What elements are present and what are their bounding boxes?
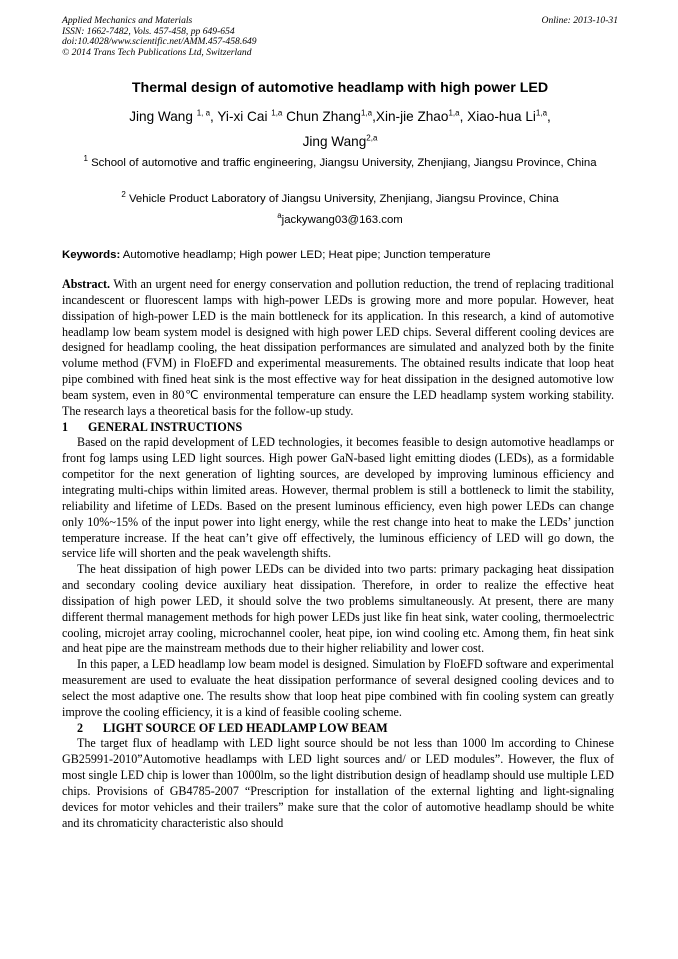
- journal-copyright: © 2014 Trans Tech Publications Ltd, Switzerland: [62, 46, 252, 58]
- section-number: 2: [77, 720, 84, 735]
- paper-body: [62, 277, 614, 832]
- journal-header: [62, 16, 618, 58]
- author-name: Chun Zhang: [286, 109, 361, 124]
- section-number: 1: [62, 419, 69, 434]
- section-title: GENERAL INSTRUCTIONS: [88, 419, 243, 434]
- paragraph: The target flux of headlamp with LED light source should be not less than 1000 lm according to Chinese GB25991-2010”Automotive headlamps with LED light sources and/ or LED modules”. However, the flux of most single LED chip is lower than 1000lm, so the light distribution design of headlamp should use multiple LED chips. Provisions of GB4785-2007 “Prescription for installation of the external lighting and light-signaling devices for motor vehicles and their trailers” make sure that the color of automotive headlamp should be white and its chromaticity characteristic also should: [62, 736, 614, 830]
- paragraph: Based on the rapid development of LED technologies, it becomes feasible to design automotive headlamps or front fog lamps using LED light sources. High power GaN-based light emitting diodes (LEDs), as a formidable competitor for the next generation of lighting sources, are developed by improving luminous efficiency and integrating multi-chips within limited areas. However, thermal problem is still a bottleneck to limit the stability, reliability and lifetime of LEDs. Based on the present luminous efficiency, even high power LEDs can change only 10%~15% of the input power into light energy, while the rest change into heat to make the LEDs’ junction temperature increase. If the heat can’t give off effectively, the luminous efficiency of LED will go down, the service life will shorten and the peak wavelength shifts.: [62, 435, 614, 561]
- abstract: [62, 277, 614, 420]
- author-name: Jing Wang: [302, 134, 367, 149]
- email-address[interactable]: jackywang03@163.com: [281, 214, 403, 226]
- author-affiliation: 1,a: [360, 108, 373, 118]
- email-marker: a: [277, 211, 282, 221]
- affiliation-1: [62, 156, 618, 172]
- affiliation-text: Vehicle Product Laboratory of Jiangsu University, Zhenjiang, Jiangsu Province, China: [128, 193, 559, 205]
- journal-name: Applied Mechanics and Materials: [62, 15, 193, 26]
- journal-issn: ISSN: 1662-7482, Vols. 457-458, pp 649-654: [62, 25, 235, 37]
- journal-doi[interactable]: doi:10.4028/www.scientific.net/AMM.457-458.649: [62, 36, 257, 48]
- author-affiliation: 1,a: [271, 108, 283, 118]
- paper-title: Thermal design of automotive headlamp with high power LED: [131, 80, 549, 96]
- abstract-text: With an urgent need for energy conservation and pollution reduction, the trend of replacing traditional incandescent or fluorescent lamps with high-power LEDs is growing more and more popular. However, heat dissipation of high-power LED is the main bottleneck for its application. In this research, a kind of automotive headlamp low beam system model is designed with high power LED chips. Several different cooling devices are designed for headlamp cooling, the heat dissipation performances are simulated and analyzed both by the finite volume method (FVM) in FloEFD and experimental measurements. The obtained results indicate that loop heat pipe combined with fined heat sink is the most effective way for heat dissipation in the designed automotive low beam system, even in 80℃ environmental temperature can ensure the LED headlamp system working stability. The research lays a theoretical basis for the follow-up study.: [62, 277, 615, 418]
- online-date: Online: 2013-10-31: [541, 15, 618, 26]
- author-name: Jing Wang: [129, 109, 193, 124]
- author-name: Xin-jie Zhao: [375, 109, 449, 124]
- keywords-text: Automotive headlamp; High power LED; Heat pipe; Junction temperature: [122, 249, 491, 261]
- abstract-label: Abstract.: [62, 277, 111, 291]
- affiliation-2: [62, 192, 618, 208]
- keywords: [62, 248, 618, 263]
- affiliation-number: 2: [121, 190, 126, 200]
- contact-email: [62, 213, 618, 228]
- author-list: Jing Wang $^{1, a}$, Yi-xi Cai $^{1,a}$ Chun Zhang$^{1,a}$,Xin-jie Zhao$^{1,a}$, Xiao-hua Li$^{1,a}$, Jing Wang$^{2,a}$: [129, 108, 551, 149]
- section-heading: [62, 420, 614, 436]
- paragraph: The heat dissipation of high power LEDs can be divided into two parts: primary packaging heat dissipation and secondary cooling device auxiliary heat dissipation. Therefore, in order to realize the effective heat dissipation of high power LED, it should solve the two problems simultaneously. At present, there are many different thermal management methods for high power LEDs just like fin heat sink, water cooling, thermoelectric cooling, microjet array cooling, microchannel cooler, heat pipe, ion wind cooling etc. Among them, fin heat sink and heat pipe are the mainstream methods due to their higher reliability and lower cost.: [62, 562, 614, 656]
- author-affiliation: 1, a: [196, 108, 211, 118]
- author-affiliation: 1,a: [448, 108, 460, 118]
- keywords-label: Keywords:: [62, 249, 121, 261]
- affiliation-number: 1: [83, 154, 88, 164]
- section-title: LIGHT SOURCE OF LED HEADLAMP LOW BEAM: [103, 720, 388, 735]
- author-name: Xiao-hua Li: [467, 109, 536, 124]
- author-affiliation: 1,a: [535, 108, 548, 118]
- paragraph: In this paper, a LED headlamp low beam model is designed. Simulation by FloEFD software and experimental measurement are used to evaluate the heat dissipation performance of several designed cooling devices and to select the most adaptive one. The results show that loop heat pipe combined with fin cooling system can greatly improve the cooling efficiency, it is a kind of feasible cooling scheme.: [62, 657, 614, 719]
- section-heading: [62, 721, 614, 737]
- affiliation-text: School of automotive and traffic engineering, Jiangsu University, Zhenjiang, Jiangsu Province, China: [91, 157, 597, 169]
- author-affiliation: 2,a: [366, 133, 378, 143]
- author-name: Yi-xi Cai: [217, 109, 268, 124]
